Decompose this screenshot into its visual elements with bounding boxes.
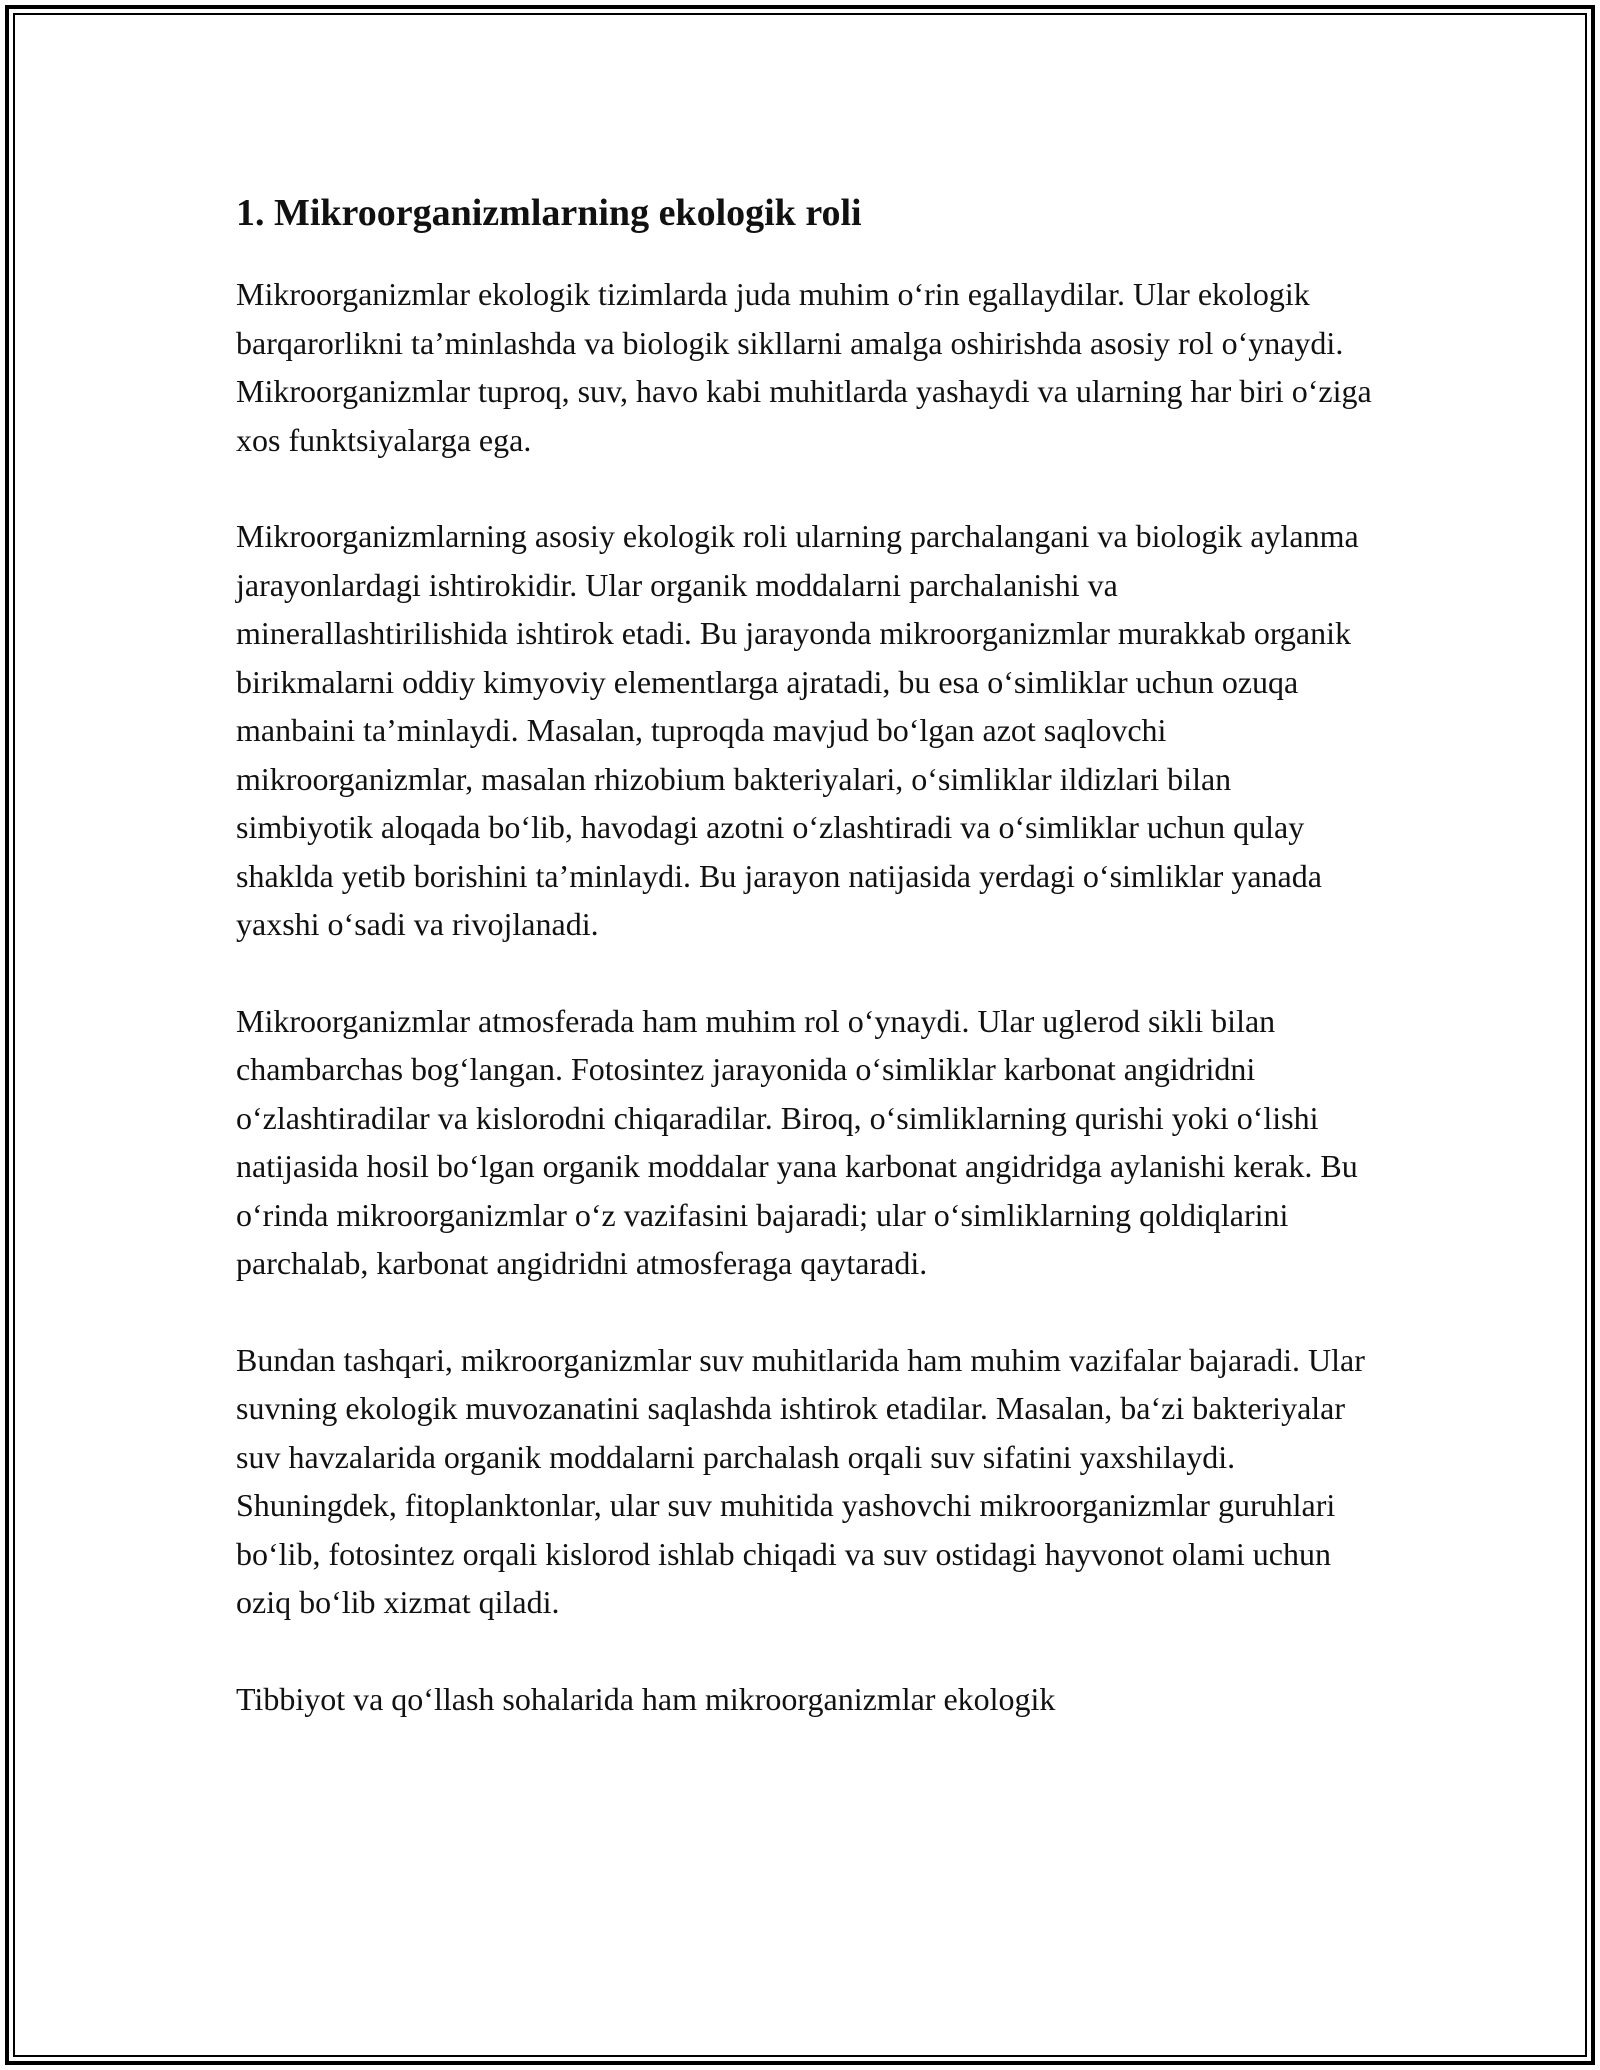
paragraph-2: Mikroorganizmlarning asosiy ekologik roli ularning parchalangani va biologik aylanma jarayonlardagi ishtirokidir. Ular organik moddalarni parchalanishi va minerallashtirilishida ishtirok etadi. Bu jarayonda mikroorganizmlar murakkab organik birikmalarni oddiy kimyoviy elementlarga ajratadi, bu esa o‘simliklar uchun ozuqa manbaini ta’minlaydi. Masalan, tuproqda mavjud bo‘lgan azot saqlovchi mikroorganizmlar, masalan rhizobium bakteriyalari, o‘simliklar ildizlari bilan simbiyotik aloqada bo‘lib, havodagi azotni o‘zlashtiradi va o‘simliklar uchun qulay shaklda yetib borishini ta’minlaydi. Bu jarayon natijasida yerdagi o‘simliklar yanada yaxshi o‘sadi va rivojlanadi. (236, 518, 1359, 942)
paragraph-3: Mikroorganizmlar atmosferada ham muhim rol o‘ynaydi. Ular uglerod sikli bilan chambarchas bog‘langan. Fotosintez jarayonida o‘simliklar karbonat angidridni o‘zlashtiradilar va kislorodni chiqaradilar. Biroq, o‘simliklarning qurishi yoki o‘lishi natijasida hosil bo‘lgan organik moddalar yana karbonat angidridga aylanishi kerak. Bu o‘rinda mikroorganizmlar o‘z vazifasini bajaradi; ular o‘simliklarning qoldiqlarini parchalab, karbonat angidridni atmosferaga qaytaradi. (236, 1002, 1358, 1281)
paragraph-5: Tibbiyot va qo‘llash sohalarida ham mikroorganizmlar ekologik (236, 1680, 1056, 1717)
section-heading: 1. Mikroorganizmlarning ekologik roli (236, 192, 862, 234)
paragraph-1: Mikroorganizmlar ekologik tizimlarda juda muhim o‘rin egallaydilar. Ular ekologik barqarorlikni ta’minlashda va biologik sikllarni amalga oshirishda asosiy rol o‘ynaydi. Mikroorganizmlar tuproq, suv, havo kabi muhitlarda yashaydi va ularning har biri o‘ziga xos funktsiyalarga ega. (236, 276, 1372, 458)
document-body (236, 188, 1376, 1771)
paragraph-4: Bundan tashqari, mikroorganizmlar suv muhitlarida ham muhim vazifalar bajaradi. Ular suvning ekologik muvozanatini saqlashda ishtirok etadilar. Masalan, ba‘zi bakteriyalar suv havzalarida organik moddalarni parchalash orqali suv sifatini yaxshilaydi. Shuningdek, fitoplanktonlar, ular suv muhitida yashovchi mikroorganizmlar guruhlari bo‘lib, fotosintez orqali kislorod ishlab chiqadi va suv ostidagi hayvonot olami uchun oziq bo‘lib xizmat qiladi. (236, 1341, 1365, 1620)
